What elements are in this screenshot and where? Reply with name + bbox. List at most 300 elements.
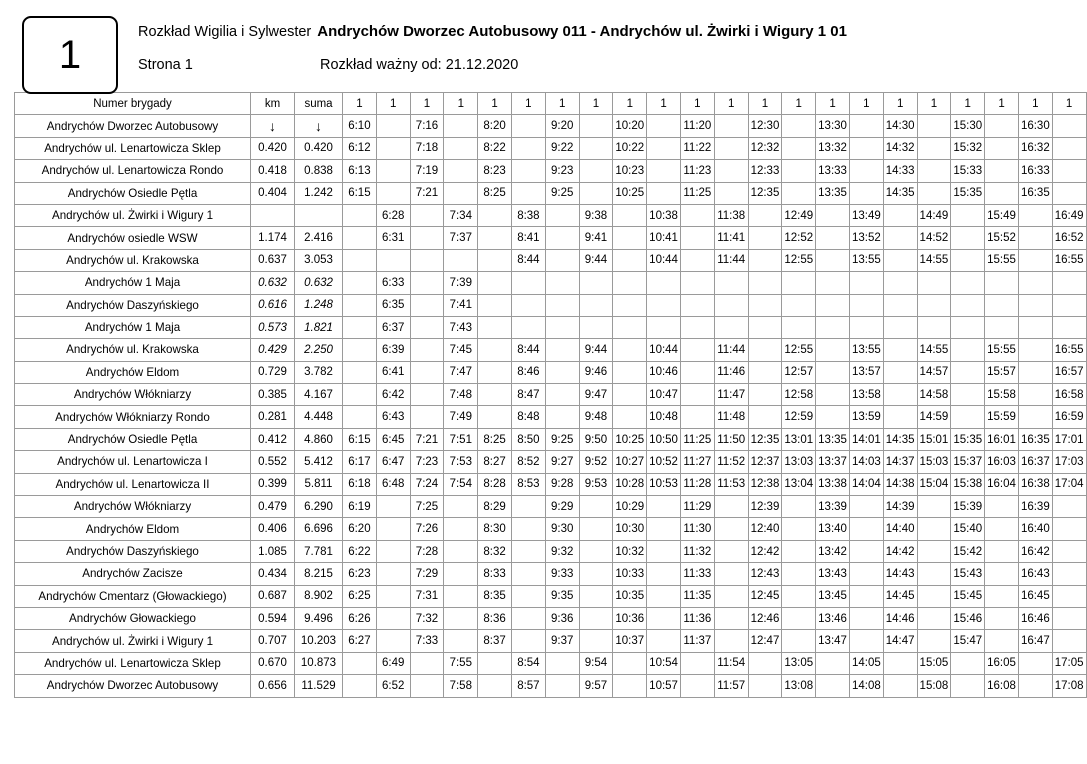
- departure-time-cell: [985, 630, 1019, 652]
- stop-name-cell: Andrychów Włókniarzy: [15, 496, 251, 518]
- departure-time-cell: 13:05: [782, 652, 816, 674]
- departure-time-cell: [1018, 361, 1052, 383]
- departure-time-cell: [917, 115, 951, 137]
- departure-time-cell: 15:52: [985, 227, 1019, 249]
- suma-cell: 4.448: [295, 406, 343, 428]
- departure-time-cell: 7:53: [444, 451, 478, 473]
- departure-time-cell: [714, 294, 748, 316]
- stop-name-cell: Andrychów Daszyńskiego: [15, 540, 251, 562]
- departure-time-cell: 13:45: [816, 585, 850, 607]
- departure-time-cell: 8:28: [478, 473, 512, 495]
- departure-time-cell: 8:30: [478, 518, 512, 540]
- departure-time-cell: 16:55: [1052, 249, 1086, 271]
- departure-time-cell: [782, 607, 816, 629]
- valid-from-label: Rozkład ważny od: 21.12.2020: [320, 57, 519, 74]
- departure-time-cell: 7:18: [410, 137, 444, 159]
- departure-time-cell: 9:46: [579, 361, 613, 383]
- departure-time-cell: 16:04: [985, 473, 1019, 495]
- departure-time-cell: [545, 361, 579, 383]
- departure-time-cell: [849, 585, 883, 607]
- km-cell: 0.399: [251, 473, 295, 495]
- departure-time-cell: [376, 607, 410, 629]
- departure-time-cell: [883, 294, 917, 316]
- departure-time-cell: [714, 182, 748, 204]
- departure-time-cell: 16:35: [1018, 182, 1052, 204]
- departure-time-cell: [849, 294, 883, 316]
- departure-time-cell: 11:23: [680, 160, 714, 182]
- stop-name-cell: Andrychów ul. Lenartowicza Rondo: [15, 160, 251, 182]
- stop-name-cell: Andrychów Eldom: [15, 518, 251, 540]
- departure-time-cell: [849, 518, 883, 540]
- column-header-brigade-21: 1: [1018, 93, 1052, 115]
- departure-time-cell: 8:47: [511, 384, 545, 406]
- departure-time-cell: [376, 496, 410, 518]
- departure-time-cell: [849, 496, 883, 518]
- suma-cell: 9.496: [295, 607, 343, 629]
- suma-cell: 1.248: [295, 294, 343, 316]
- departure-time-cell: 9:38: [579, 204, 613, 226]
- departure-time-cell: 12:42: [748, 540, 782, 562]
- suma-cell: 6.696: [295, 518, 343, 540]
- departure-time-cell: 6:18: [343, 473, 377, 495]
- table-row: [15, 227, 1087, 249]
- table-row: [15, 630, 1087, 652]
- departure-time-cell: 6:12: [343, 137, 377, 159]
- departure-time-cell: [748, 652, 782, 674]
- departure-time-cell: 10:44: [647, 249, 681, 271]
- departure-time-cell: 10:36: [613, 607, 647, 629]
- departure-time-cell: [579, 115, 613, 137]
- stop-name-cell: Andrychów Osiedle Pętla: [15, 428, 251, 450]
- departure-time-cell: [647, 496, 681, 518]
- departure-time-cell: 8:36: [478, 607, 512, 629]
- departure-time-cell: [511, 115, 545, 137]
- departure-time-cell: [1018, 294, 1052, 316]
- departure-time-cell: 15:08: [917, 675, 951, 697]
- km-cell: 0.687: [251, 585, 295, 607]
- departure-time-cell: [613, 316, 647, 338]
- departure-time-cell: 12:59: [782, 406, 816, 428]
- departure-time-cell: [883, 652, 917, 674]
- departure-time-cell: [985, 316, 1019, 338]
- departure-time-cell: [444, 585, 478, 607]
- departure-time-cell: 11:28: [680, 473, 714, 495]
- departure-time-cell: 7:58: [444, 675, 478, 697]
- departure-time-cell: [714, 630, 748, 652]
- km-cell: 0.616: [251, 294, 295, 316]
- column-header-brigade-1: 1: [343, 93, 377, 115]
- departure-time-cell: [951, 204, 985, 226]
- departure-time-cell: [647, 294, 681, 316]
- departure-time-cell: 13:33: [816, 160, 850, 182]
- departure-time-cell: 17:03: [1052, 451, 1086, 473]
- departure-time-cell: 14:33: [883, 160, 917, 182]
- departure-time-cell: [849, 137, 883, 159]
- departure-time-cell: [917, 630, 951, 652]
- departure-time-cell: [545, 227, 579, 249]
- departure-time-cell: [985, 585, 1019, 607]
- departure-time-cell: [680, 249, 714, 271]
- departure-time-cell: 7:23: [410, 451, 444, 473]
- table-row: [15, 249, 1087, 271]
- departure-time-cell: [1052, 316, 1086, 338]
- table-row: [15, 137, 1087, 159]
- stop-name-cell: Andrychów osiedle WSW: [15, 227, 251, 249]
- departure-time-cell: 14:52: [917, 227, 951, 249]
- departure-time-cell: 7:29: [410, 563, 444, 585]
- departure-time-cell: [883, 316, 917, 338]
- column-header-brigade-11: 1: [680, 93, 714, 115]
- departure-time-cell: [343, 272, 377, 294]
- departure-time-cell: 16:38: [1018, 473, 1052, 495]
- departure-time-cell: [410, 652, 444, 674]
- departure-time-cell: 13:03: [782, 451, 816, 473]
- departure-time-cell: 11:54: [714, 652, 748, 674]
- table-row: [15, 563, 1087, 585]
- km-cell: 0.552: [251, 451, 295, 473]
- departure-time-cell: [849, 182, 883, 204]
- departure-time-cell: 11:38: [714, 204, 748, 226]
- table-row: [15, 473, 1087, 495]
- departure-time-cell: 15:46: [951, 607, 985, 629]
- departure-time-cell: [647, 160, 681, 182]
- direction-arrow-icon: ↓: [295, 115, 343, 137]
- departure-time-cell: 6:25: [343, 585, 377, 607]
- departure-time-cell: [545, 294, 579, 316]
- departure-time-cell: [680, 339, 714, 361]
- departure-time-cell: 14:35: [883, 428, 917, 450]
- departure-time-cell: 7:28: [410, 540, 444, 562]
- departure-time-cell: 8:57: [511, 675, 545, 697]
- departure-time-cell: [1052, 518, 1086, 540]
- departure-time-cell: [343, 652, 377, 674]
- departure-time-cell: 8:50: [511, 428, 545, 450]
- km-cell: 0.670: [251, 652, 295, 674]
- departure-time-cell: 6:28: [376, 204, 410, 226]
- departure-time-cell: [579, 563, 613, 585]
- departure-time-cell: 10:48: [647, 406, 681, 428]
- departure-time-cell: [1018, 204, 1052, 226]
- departure-time-cell: 11:50: [714, 428, 748, 450]
- departure-time-cell: 7:55: [444, 652, 478, 674]
- departure-time-cell: [748, 406, 782, 428]
- departure-time-cell: [985, 563, 1019, 585]
- km-cell: 0.406: [251, 518, 295, 540]
- route-title: Andrychów Dworzec Autobusowy 011 - Andrychów ul. Żwirki i Wigury 1 01: [317, 23, 847, 40]
- table-row: [15, 675, 1087, 697]
- departure-time-cell: [1018, 316, 1052, 338]
- departure-time-cell: [1052, 272, 1086, 294]
- departure-time-cell: [444, 540, 478, 562]
- departure-time-cell: [714, 137, 748, 159]
- departure-time-cell: [511, 272, 545, 294]
- departure-time-cell: 12:55: [782, 249, 816, 271]
- departure-time-cell: 15:04: [917, 473, 951, 495]
- departure-time-cell: [782, 316, 816, 338]
- departure-time-cell: 9:57: [579, 675, 613, 697]
- table-row: [15, 652, 1087, 674]
- departure-time-cell: 16:57: [1052, 361, 1086, 383]
- departure-time-cell: 16:03: [985, 451, 1019, 473]
- departure-time-cell: 14:43: [883, 563, 917, 585]
- departure-time-cell: 15:58: [985, 384, 1019, 406]
- suma-cell: 1.242: [295, 182, 343, 204]
- suma-cell: 5.811: [295, 473, 343, 495]
- table-row: [15, 294, 1087, 316]
- departure-time-cell: [343, 675, 377, 697]
- departure-time-cell: [1052, 630, 1086, 652]
- stop-name-cell: Andrychów Cmentarz (Głowackiego): [15, 585, 251, 607]
- departure-time-cell: 13:30: [816, 115, 850, 137]
- departure-time-cell: 10:25: [613, 182, 647, 204]
- departure-time-cell: [951, 272, 985, 294]
- column-header-brigade-9: 1: [613, 93, 647, 115]
- departure-time-cell: 8:32: [478, 540, 512, 562]
- departure-time-cell: 15:55: [985, 339, 1019, 361]
- departure-time-cell: 6:13: [343, 160, 377, 182]
- header-meta-line: [138, 54, 847, 76]
- departure-time-cell: 15:40: [951, 518, 985, 540]
- departure-time-cell: 6:37: [376, 316, 410, 338]
- departure-time-cell: [816, 384, 850, 406]
- departure-time-cell: [545, 204, 579, 226]
- departure-time-cell: [410, 316, 444, 338]
- departure-time-cell: [444, 630, 478, 652]
- departure-time-cell: 14:40: [883, 518, 917, 540]
- departure-time-cell: 7:48: [444, 384, 478, 406]
- departure-time-cell: [782, 540, 816, 562]
- stop-name-cell: Andrychów Włókniarzy Rondo: [15, 406, 251, 428]
- departure-time-cell: 13:52: [849, 227, 883, 249]
- stop-name-cell: Andrychów Eldom: [15, 361, 251, 383]
- departure-time-cell: [545, 249, 579, 271]
- departure-time-cell: 12:55: [782, 339, 816, 361]
- departure-time-cell: 17:08: [1052, 675, 1086, 697]
- departure-time-cell: 15:35: [951, 428, 985, 450]
- departure-time-cell: 9:37: [545, 630, 579, 652]
- departure-time-cell: [579, 316, 613, 338]
- departure-time-cell: 15:33: [951, 160, 985, 182]
- departure-time-cell: 7:21: [410, 428, 444, 450]
- departure-time-cell: [816, 227, 850, 249]
- departure-time-cell: [816, 316, 850, 338]
- departure-time-cell: [714, 160, 748, 182]
- departure-time-cell: [816, 652, 850, 674]
- departure-time-cell: [1052, 585, 1086, 607]
- departure-time-cell: 12:35: [748, 182, 782, 204]
- column-header-brigade-10: 1: [647, 93, 681, 115]
- departure-time-cell: [511, 540, 545, 562]
- departure-time-cell: 13:59: [849, 406, 883, 428]
- departure-time-cell: 10:25: [613, 428, 647, 450]
- departure-time-cell: [444, 607, 478, 629]
- departure-time-cell: [545, 339, 579, 361]
- departure-time-cell: [579, 585, 613, 607]
- table-row: [15, 384, 1087, 406]
- stop-name-cell: Andrychów Osiedle Pętla: [15, 182, 251, 204]
- departure-time-cell: [444, 115, 478, 137]
- suma-cell: 10.873: [295, 652, 343, 674]
- departure-time-cell: 6:17: [343, 451, 377, 473]
- timetable-container: [0, 92, 1084, 698]
- table-row: [15, 272, 1087, 294]
- departure-time-cell: 10:32: [613, 540, 647, 562]
- departure-time-cell: [511, 518, 545, 540]
- departure-time-cell: [782, 518, 816, 540]
- departure-time-cell: [376, 115, 410, 137]
- table-row: [15, 406, 1087, 428]
- departure-time-cell: 15:30: [951, 115, 985, 137]
- departure-time-cell: [613, 294, 647, 316]
- departure-time-cell: 13:38: [816, 473, 850, 495]
- column-header-brigade-8: 1: [579, 93, 613, 115]
- suma-cell: 6.290: [295, 496, 343, 518]
- departure-time-cell: 9:28: [545, 473, 579, 495]
- departure-time-cell: 6:47: [376, 451, 410, 473]
- departure-time-cell: [410, 406, 444, 428]
- departure-time-cell: 6:15: [343, 428, 377, 450]
- departure-time-cell: [478, 249, 512, 271]
- departure-time-cell: 14:38: [883, 473, 917, 495]
- departure-time-cell: 14:58: [917, 384, 951, 406]
- departure-time-cell: [478, 652, 512, 674]
- schedule-type-label: Rozkład Wigilia i Sylwester: [138, 24, 312, 40]
- departure-time-cell: 12:58: [782, 384, 816, 406]
- departure-time-cell: 6:48: [376, 473, 410, 495]
- departure-time-cell: [478, 204, 512, 226]
- departure-time-cell: [647, 630, 681, 652]
- departure-time-cell: 6:10: [343, 115, 377, 137]
- suma-cell: 0.420: [295, 137, 343, 159]
- departure-time-cell: 15:57: [985, 361, 1019, 383]
- departure-time-cell: 7:31: [410, 585, 444, 607]
- departure-time-cell: 7:33: [410, 630, 444, 652]
- departure-time-cell: [782, 496, 816, 518]
- departure-time-cell: 11:52: [714, 451, 748, 473]
- departure-time-cell: 6:31: [376, 227, 410, 249]
- departure-time-cell: 8:23: [478, 160, 512, 182]
- departure-time-cell: [714, 272, 748, 294]
- departure-time-cell: 10:27: [613, 451, 647, 473]
- departure-time-cell: [917, 272, 951, 294]
- column-header-brigade-3: 1: [410, 93, 444, 115]
- departure-time-cell: [343, 204, 377, 226]
- table-row: [15, 182, 1087, 204]
- departure-time-cell: [478, 227, 512, 249]
- departure-time-cell: [647, 563, 681, 585]
- departure-time-cell: [883, 675, 917, 697]
- departure-time-cell: 10:28: [613, 473, 647, 495]
- departure-time-cell: 8:25: [478, 428, 512, 450]
- departure-time-cell: [1052, 137, 1086, 159]
- departure-time-cell: [849, 272, 883, 294]
- departure-time-cell: [816, 361, 850, 383]
- departure-time-cell: [1018, 272, 1052, 294]
- departure-time-cell: 6:26: [343, 607, 377, 629]
- departure-time-cell: [410, 675, 444, 697]
- departure-time-cell: 9:32: [545, 540, 579, 562]
- departure-time-cell: [714, 496, 748, 518]
- departure-time-cell: [647, 137, 681, 159]
- departure-time-cell: [883, 406, 917, 428]
- column-header-brigade-22: 1: [1052, 93, 1086, 115]
- departure-time-cell: [1052, 115, 1086, 137]
- departure-time-cell: [511, 496, 545, 518]
- suma-cell: 7.781: [295, 540, 343, 562]
- stop-name-cell: Andrychów Dworzec Autobusowy: [15, 115, 251, 137]
- km-cell: 0.656: [251, 675, 295, 697]
- departure-time-cell: 10:30: [613, 518, 647, 540]
- column-header-brigade-13: 1: [748, 93, 782, 115]
- departure-time-cell: 6:22: [343, 540, 377, 562]
- departure-time-cell: [883, 272, 917, 294]
- departure-time-cell: 9:36: [545, 607, 579, 629]
- departure-time-cell: [816, 294, 850, 316]
- departure-time-cell: 12:46: [748, 607, 782, 629]
- departure-time-cell: 15:39: [951, 496, 985, 518]
- departure-time-cell: 6:35: [376, 294, 410, 316]
- departure-time-cell: [951, 384, 985, 406]
- departure-time-cell: [680, 652, 714, 674]
- departure-time-cell: [917, 137, 951, 159]
- departure-time-cell: [985, 518, 1019, 540]
- departure-time-cell: 11:53: [714, 473, 748, 495]
- departure-time-cell: [849, 630, 883, 652]
- departure-time-cell: 6:43: [376, 406, 410, 428]
- departure-time-cell: 7:51: [444, 428, 478, 450]
- departure-time-cell: [579, 496, 613, 518]
- departure-time-cell: [917, 607, 951, 629]
- departure-time-cell: [444, 182, 478, 204]
- stop-name-cell: Andrychów 1 Maja: [15, 272, 251, 294]
- departure-time-cell: [680, 272, 714, 294]
- km-cell: 0.281: [251, 406, 295, 428]
- departure-time-cell: 7:37: [444, 227, 478, 249]
- departure-time-cell: 16:59: [1052, 406, 1086, 428]
- departure-time-cell: [714, 316, 748, 338]
- departure-time-cell: [951, 249, 985, 271]
- departure-time-cell: [714, 540, 748, 562]
- departure-time-cell: 14:55: [917, 249, 951, 271]
- departure-time-cell: [917, 496, 951, 518]
- departure-time-cell: [951, 406, 985, 428]
- km-cell: 0.412: [251, 428, 295, 450]
- departure-time-cell: [545, 316, 579, 338]
- departure-time-cell: [985, 272, 1019, 294]
- departure-time-cell: 13:57: [849, 361, 883, 383]
- departure-time-cell: [613, 675, 647, 697]
- departure-time-cell: [478, 406, 512, 428]
- departure-time-cell: 13:42: [816, 540, 850, 562]
- departure-time-cell: 16:05: [985, 652, 1019, 674]
- column-header-brigade-14: 1: [782, 93, 816, 115]
- departure-time-cell: 12:45: [748, 585, 782, 607]
- departure-time-cell: [478, 316, 512, 338]
- departure-time-cell: 16:40: [1018, 518, 1052, 540]
- departure-time-cell: [511, 160, 545, 182]
- stop-name-cell: Andrychów ul. Żwirki i Wigury 1: [15, 204, 251, 226]
- direction-arrow-icon: ↓: [251, 115, 295, 137]
- departure-time-cell: [680, 384, 714, 406]
- km-cell: 0.420: [251, 137, 295, 159]
- departure-time-cell: [511, 137, 545, 159]
- departure-time-cell: 15:42: [951, 540, 985, 562]
- departure-time-cell: 9:44: [579, 249, 613, 271]
- departure-time-cell: 16:30: [1018, 115, 1052, 137]
- departure-time-cell: 6:19: [343, 496, 377, 518]
- column-header-brigade: Numer brygady: [15, 93, 251, 115]
- departure-time-cell: 13:40: [816, 518, 850, 540]
